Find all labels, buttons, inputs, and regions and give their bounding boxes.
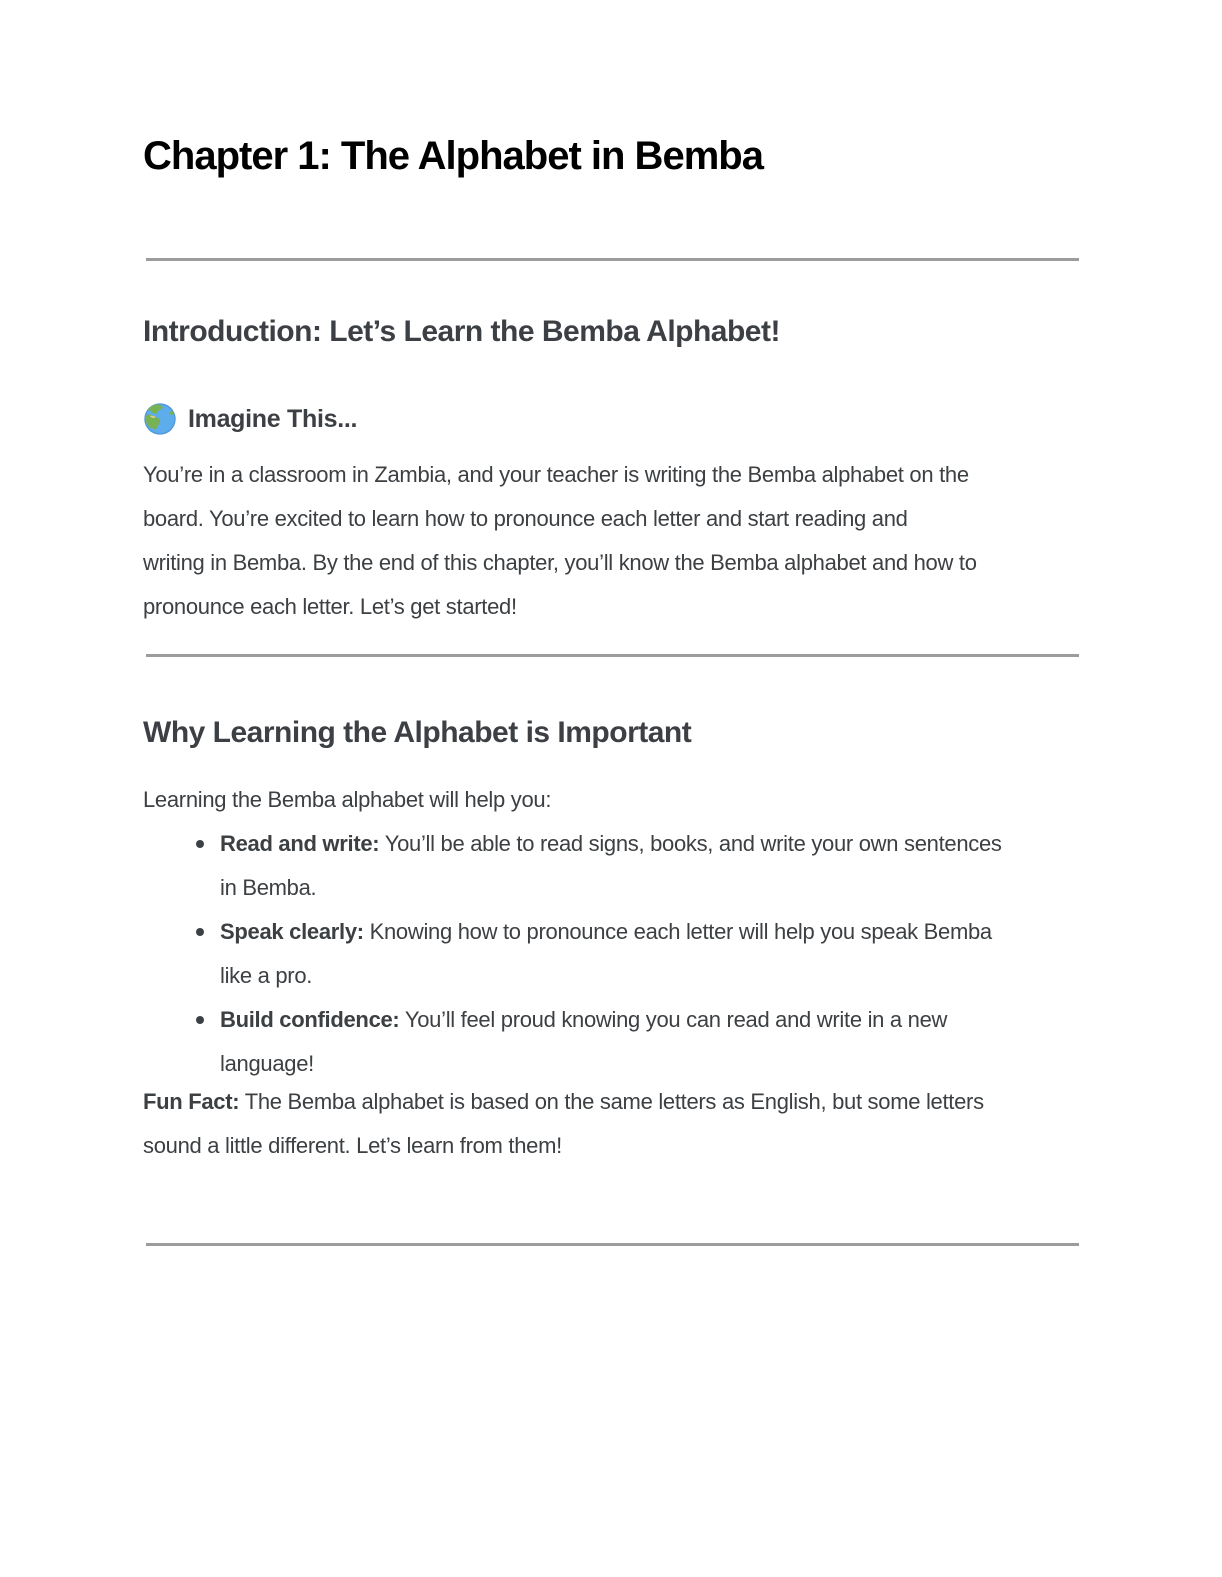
horizontal-rule: [146, 654, 1079, 657]
chapter-title: Chapter 1: The Alphabet in Bemba: [143, 134, 763, 178]
paragraph-line: You’re in a classroom in Zambia, and your teacher is writing the Bemba alphabet on the: [143, 462, 969, 487]
list-item-bold-label: Speak clearly:: [220, 919, 364, 944]
list-item: [143, 822, 1133, 910]
list-item-text: Knowing how to pronounce each letter will help you speak Bemba: [363, 919, 992, 944]
bullet-icon: [196, 928, 204, 936]
paragraph-line: board. You’re excited to learn how to pronounce each letter and start reading and: [143, 506, 908, 531]
list-lead-in: Learning the Bemba alphabet will help you:: [143, 787, 552, 812]
fun-fact-line: sound a little different. Let’s learn from them!: [143, 1133, 562, 1158]
globe-africa-europe-icon: [143, 402, 177, 436]
horizontal-rule: [146, 1243, 1079, 1246]
paragraph-line: writing in Bemba. By the end of this chapter, you’ll know the Bemba alphabet and how to: [143, 550, 977, 575]
list-item-line: [143, 910, 1133, 954]
fun-fact-bold-label: Fun Fact:: [143, 1089, 240, 1114]
fun-fact-text: The Bemba alphabet is based on the same letters as English, but some letters: [239, 1089, 984, 1114]
list-item-line: like a pro.: [220, 963, 313, 988]
list-item: [143, 998, 1133, 1086]
list-item-line: [143, 998, 1133, 1042]
list-item-bold-label: Build confidence:: [220, 1007, 400, 1032]
list-item-text: You’ll be able to read signs, books, and write your own sentences: [379, 831, 1002, 856]
list-item-line: language!: [220, 1051, 314, 1076]
intro-paragraph: [143, 453, 977, 629]
list-item-line: in Bemba.: [220, 875, 317, 900]
bullet-icon: [196, 1016, 204, 1024]
list-item-line: [143, 822, 1133, 866]
why-heading: Why Learning the Alphabet is Important: [143, 716, 692, 749]
fun-fact-line: [143, 1080, 984, 1124]
list-item-text: You’ll feel proud knowing you can read and write in a new: [399, 1007, 948, 1032]
bullet-icon: [196, 840, 204, 848]
intro-heading: Introduction: Let’s Learn the Bemba Alphabet!: [143, 315, 780, 348]
imagine-this-label: Imagine This...: [188, 404, 358, 433]
paragraph-line: pronounce each letter. Let’s get started!: [143, 594, 517, 619]
horizontal-rule: [146, 258, 1079, 261]
imagine-this-subheading: [143, 401, 357, 437]
list-item: [143, 910, 1133, 998]
list-item-bold-label: Read and write:: [220, 831, 380, 856]
fun-fact: [143, 1080, 984, 1168]
